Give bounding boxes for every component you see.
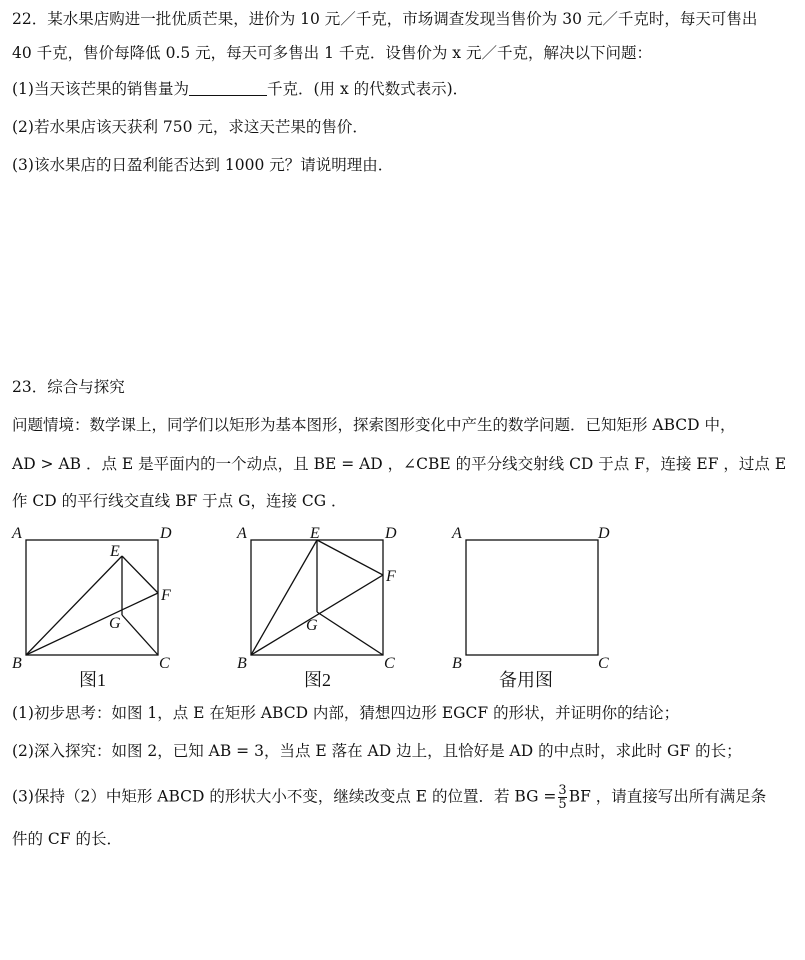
q23-part1: (1)初步思考：如图 1，点 E 在矩形 ABCD 内部，猜想四边形 EGCF 的形状，并证明你的结论； — [12, 704, 680, 722]
fraction-three-fifths — [558, 784, 566, 811]
figure-1 — [6, 518, 196, 702]
q23-part3-after: BF ，请直接写出所有满足条 — [568, 787, 767, 806]
q23-part2: (2)深入探究：如图 2，已知 AB = 3，当点 E 落在 AD 边上，且恰好是 AD 的中点时，求此时 GF 的长； — [12, 742, 742, 760]
fig1-caption: 图1 — [79, 670, 106, 690]
q23-title: 23．综合与探究 — [12, 378, 125, 396]
figure-2 — [231, 518, 421, 702]
q22-part2: (2)若水果店该天获利 750 元，求这天芒果的售价． — [12, 118, 368, 136]
fig1-segment-gc — [122, 615, 158, 655]
q23-intro3: 作 CD 的平行线交直线 BF 于点 G，连接 CG ． — [12, 492, 347, 510]
fig3-label-d: D — [598, 525, 610, 542]
fig1-label-b: B — [12, 655, 22, 672]
figure-3-drawing — [446, 518, 636, 698]
fig1-rectangle-abcd — [26, 540, 158, 655]
figure-1-drawing — [6, 518, 196, 698]
fig2-caption: 图2 — [304, 670, 331, 690]
fig3-label-c: C — [598, 655, 609, 672]
q23-part3 — [12, 784, 799, 811]
figure-3 — [446, 518, 636, 702]
fig2-label-a: A — [237, 525, 247, 542]
q22-line1: 22．某水果店购进一批优质芒果，进价为 10 元／千克，市场调查发现当售价为 30 元／千克时，每天可售出 — [12, 10, 758, 28]
fraction-numerator: 3 — [558, 783, 567, 798]
fig1-label-f: F — [161, 587, 171, 604]
q22-part1-after: 千克．(用 x 的代数式表示)． — [266, 80, 469, 98]
fig2-label-c: C — [384, 655, 395, 672]
q22-part1 — [12, 78, 799, 100]
q23-part3-before: (3)保持（2）中矩形 ABCD 的形状大小不变，继续改变点 E 的位置．若 BG = — [12, 787, 557, 806]
fig2-label-f: F — [386, 568, 396, 585]
fig2-segment-gc — [317, 612, 383, 655]
fig2-segment-ef — [317, 540, 383, 575]
answer-blank — [189, 79, 267, 96]
fig1-segment-bf — [26, 593, 158, 655]
fig1-label-e: E — [110, 543, 120, 560]
q23-intro2: AD > AB ．点 E 是平面内的一个动点，且 BE = AD ，∠CBE 的平分线交射线 CD 于点 F，连接 EF ，过点 E — [12, 455, 787, 473]
fig2-label-b: B — [237, 655, 247, 672]
figure-2-drawing — [231, 518, 421, 698]
fig3-label-b: B — [452, 655, 462, 672]
fig2-label-g: G — [306, 617, 318, 634]
fig1-label-c: C — [159, 655, 170, 672]
fig2-label-e: E — [310, 525, 320, 542]
fig3-caption: 备用图 — [499, 670, 553, 690]
fig3-label-a: A — [452, 525, 462, 542]
fig1-segment-be — [26, 556, 122, 655]
fig2-segment-be — [251, 540, 317, 655]
fig1-label-d: D — [160, 525, 172, 542]
q22-part1-before: (1)当天该芒果的销售量为 — [12, 80, 189, 98]
fig1-segment-ef — [122, 556, 158, 593]
q23-part4: 件的 CF 的长． — [12, 830, 122, 848]
fig3-rectangle-abcd — [466, 540, 598, 655]
fig1-label-a: A — [12, 525, 22, 542]
q22-line2: 40 千克，售价每降低 0.5 元，每天可多售出 1 千克．设售价为 x 元／千克，解决以下问题： — [12, 44, 652, 62]
fig2-label-d: D — [385, 525, 397, 542]
q22-part3: (3)该水果店的日盈利能否达到 1000 元？请说明理由． — [12, 156, 394, 174]
fraction-denominator: 5 — [558, 797, 567, 812]
fig1-label-g: G — [109, 615, 121, 632]
q23-intro1: 问题情境：数学课上，同学们以矩形为基本图形，探索图形变化中产生的数学问题．已知矩形 ABCD 中， — [12, 416, 736, 434]
